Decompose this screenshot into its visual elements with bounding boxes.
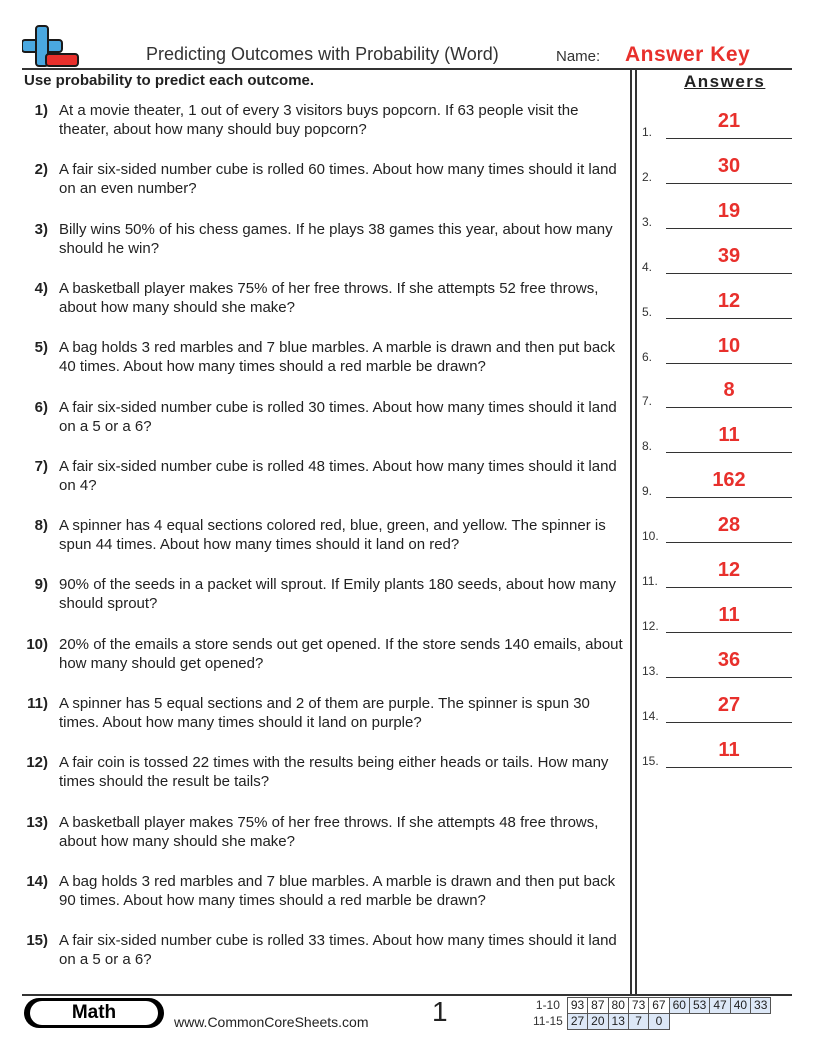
- answer-line: [666, 452, 792, 453]
- plus-minus-logo-icon: [22, 24, 80, 68]
- answer-label: 10.: [642, 529, 659, 544]
- score-cell: 47: [710, 998, 730, 1014]
- answer-item: [642, 154, 792, 184]
- instructions: Use probability to predict each outcome.: [24, 72, 315, 89]
- question-text: A basketball player makes 75% of her free throws. If she attempts 52 free throws, about how many should she make?: [59, 279, 599, 316]
- score-table: [530, 997, 771, 1030]
- score-cell: 13: [608, 1014, 628, 1030]
- question-text: At a movie theater, 1 out of every 3 visitors buys popcorn. If 63 people visit the theater, about how many should buy popcorn?: [59, 102, 579, 138]
- answer-item: [642, 603, 792, 633]
- answer-label: 13.: [642, 663, 659, 678]
- question-item: [24, 694, 624, 732]
- answer-value: 12: [717, 289, 741, 312]
- question-number: 13): [26, 813, 48, 831]
- question-number: 11): [27, 695, 48, 712]
- answer-item: [642, 693, 792, 723]
- question-text: A spinner has 4 equal sections colored red, blue, green, and yellow. The spinner is spun 44 times. About how many times should it land on red?: [59, 517, 606, 554]
- answer-value: 36: [717, 648, 741, 671]
- question-number: 12): [26, 754, 48, 772]
- answer-line: [666, 767, 792, 768]
- question-item: [24, 575, 624, 613]
- score-cell: 93: [567, 998, 587, 1014]
- score-row: [530, 998, 771, 1014]
- question-text: A fair six-sided number cube is rolled 48 times. About how many times should it land on 4?: [59, 457, 617, 494]
- worksheet-title: Predicting Outcomes with Probability (Word): [146, 44, 499, 64]
- answer-label: 4.: [642, 259, 653, 274]
- answer-value: 10: [717, 334, 741, 357]
- score-cell-empty: [669, 1014, 689, 1030]
- question-text: 20% of the emails a store sends out get opened. If the store sends 140 emails, about how many should get opened?: [59, 635, 623, 672]
- question-number: 14): [26, 872, 48, 890]
- score-cell: 67: [649, 998, 669, 1014]
- score-cell-empty: [751, 1014, 771, 1030]
- question-item: [24, 160, 624, 198]
- question-text: A fair six-sided number cube is rolled 30 times. About how many times should it land on a 5 or a 6?: [59, 398, 617, 435]
- website-link[interactable]: www.CommonCoreSheets.com: [174, 1014, 369, 1030]
- question-item: [24, 279, 624, 317]
- score-cell: 20: [588, 1014, 608, 1030]
- question-item: [24, 338, 624, 376]
- answer-value: 27: [717, 693, 741, 716]
- answer-label: 1.: [642, 125, 653, 139]
- answer-item: [642, 244, 792, 274]
- answer-value: 11: [718, 603, 740, 626]
- answer-label: 11.: [642, 574, 658, 588]
- score-cell: 87: [588, 998, 608, 1014]
- question-text: A spinner has 5 equal sections and 2 of them are purple. The spinner is spun 30 times. About how many times should it land on purple?: [59, 695, 590, 731]
- answer-label: 3.: [642, 214, 653, 229]
- question-number: 4): [34, 279, 48, 297]
- answer-item: [642, 289, 792, 319]
- answer-value: 19: [717, 199, 741, 222]
- answer-line: [666, 183, 792, 184]
- answer-item: [642, 423, 792, 453]
- answer-item: [642, 558, 792, 588]
- question-number: 1): [34, 102, 48, 119]
- column-divider-left: [630, 70, 632, 994]
- answer-key-label: Answer Key: [625, 43, 751, 66]
- answer-line: [666, 497, 792, 498]
- question-number: 8): [34, 517, 48, 535]
- score-cell: 40: [730, 998, 750, 1014]
- question-item: [24, 457, 624, 495]
- answer-label: 6.: [642, 349, 653, 364]
- answer-line: [666, 677, 792, 678]
- score-cell: 80: [608, 998, 628, 1014]
- answers-heading: Answers: [684, 72, 766, 91]
- answer-line: [666, 587, 792, 588]
- answer-item: [642, 738, 792, 768]
- answer-value: 28: [717, 514, 741, 537]
- answer-line: [666, 138, 792, 139]
- score-cell-empty: [689, 1014, 709, 1030]
- question-number: 9): [34, 576, 48, 594]
- score-cell: 33: [751, 998, 771, 1014]
- question-text: A bag holds 3 red marbles and 7 blue marbles. A marble is drawn and then put back 40 times. About how many times should a red marble be drawn?: [59, 339, 616, 376]
- question-number: 7): [34, 457, 48, 475]
- footer-divider: [22, 994, 792, 996]
- answer-value: 39: [717, 244, 741, 267]
- answer-item: [642, 378, 792, 408]
- question-item: [24, 398, 624, 436]
- answer-value: 8: [723, 379, 735, 402]
- question-text: A fair six-sided number cube is rolled 33 times. About how many times should it land on a 5 or a 6?: [59, 932, 617, 969]
- answer-label: 9.: [642, 484, 653, 499]
- answer-label: 12.: [642, 618, 659, 633]
- question-number: 2): [34, 161, 48, 179]
- answer-value: 12: [717, 559, 741, 581]
- question-item: [24, 220, 624, 258]
- answer-line: [666, 363, 792, 364]
- score-range-label: 11-15: [533, 1014, 563, 1028]
- name-label: Name:: [556, 48, 601, 65]
- answer-item: [642, 648, 792, 678]
- answer-value: 162: [712, 469, 746, 492]
- answer-label: 5.: [642, 304, 653, 319]
- question-item: [24, 101, 624, 139]
- answer-label: 7.: [642, 394, 653, 409]
- header-divider: [22, 68, 792, 70]
- question-text: A basketball player makes 75% of her free throws. If she attempts 48 free throws, about how many should she make?: [59, 813, 599, 850]
- answer-line: [666, 722, 792, 723]
- answer-value: 21: [717, 110, 741, 132]
- question-text: A fair coin is tossed 22 times with the results being either heads or tails. How many times should the result be tails?: [59, 754, 609, 791]
- question-item: [24, 635, 624, 673]
- score-cell: 7: [628, 1014, 648, 1030]
- answer-line: [666, 542, 792, 543]
- question-item: [24, 872, 624, 910]
- answer-line: [666, 228, 792, 229]
- question-item: [24, 813, 624, 851]
- question-text: A bag holds 3 red marbles and 7 blue marbles. A marble is drawn and then put back 90 times. About how many times should a red marble be drawn?: [59, 872, 616, 909]
- answer-value: 11: [718, 424, 740, 447]
- column-divider-right: [635, 70, 637, 994]
- score-cell: 53: [689, 998, 709, 1014]
- question-text: 90% of the seeds in a packet will sprout. If Emily plants 180 seeds, about how many should sprout?: [59, 576, 616, 613]
- subject-label: Math: [30, 1001, 158, 1025]
- score-cell-empty: [710, 1014, 730, 1030]
- answer-item: [642, 199, 792, 229]
- answer-value: 30: [717, 154, 741, 177]
- score-cell: 73: [628, 998, 648, 1014]
- answer-label: 14.: [642, 708, 659, 723]
- question-text: A fair six-sided number cube is rolled 60 times. About how many times should it land on an even number?: [59, 161, 617, 198]
- answer-line: [666, 318, 792, 319]
- question-text: Billy wins 50% of his chess games. If he plays 38 games this year, about how many should he win?: [59, 220, 613, 257]
- score-cell: 0: [649, 1014, 669, 1030]
- question-item: [24, 516, 624, 554]
- answer-label: 8.: [642, 439, 653, 454]
- answer-label: 15.: [642, 753, 659, 768]
- answer-value: 11: [718, 738, 740, 761]
- answer-label: 2.: [642, 169, 653, 184]
- question-item: [24, 753, 624, 791]
- score-cell: 60: [669, 998, 689, 1014]
- answer-line: [666, 632, 792, 633]
- question-item: [24, 931, 624, 969]
- question-number: 6): [34, 398, 48, 416]
- answer-item: [642, 468, 792, 498]
- answer-line: [666, 407, 792, 408]
- answer-item: [642, 334, 792, 364]
- page-number: 1: [432, 996, 448, 1027]
- score-cell-empty: [730, 1014, 750, 1030]
- answer-item: [642, 513, 792, 543]
- score-cell: 27: [567, 1014, 587, 1030]
- question-number: 3): [34, 220, 48, 238]
- score-row: [530, 1014, 771, 1030]
- question-number: 10): [26, 635, 48, 653]
- answer-item: [642, 109, 792, 139]
- subject-badge: [24, 998, 164, 1028]
- answer-line: [666, 273, 792, 274]
- question-number: 15): [26, 932, 48, 950]
- question-number: 5): [34, 339, 48, 357]
- score-range-label: 1-10: [535, 998, 560, 1012]
